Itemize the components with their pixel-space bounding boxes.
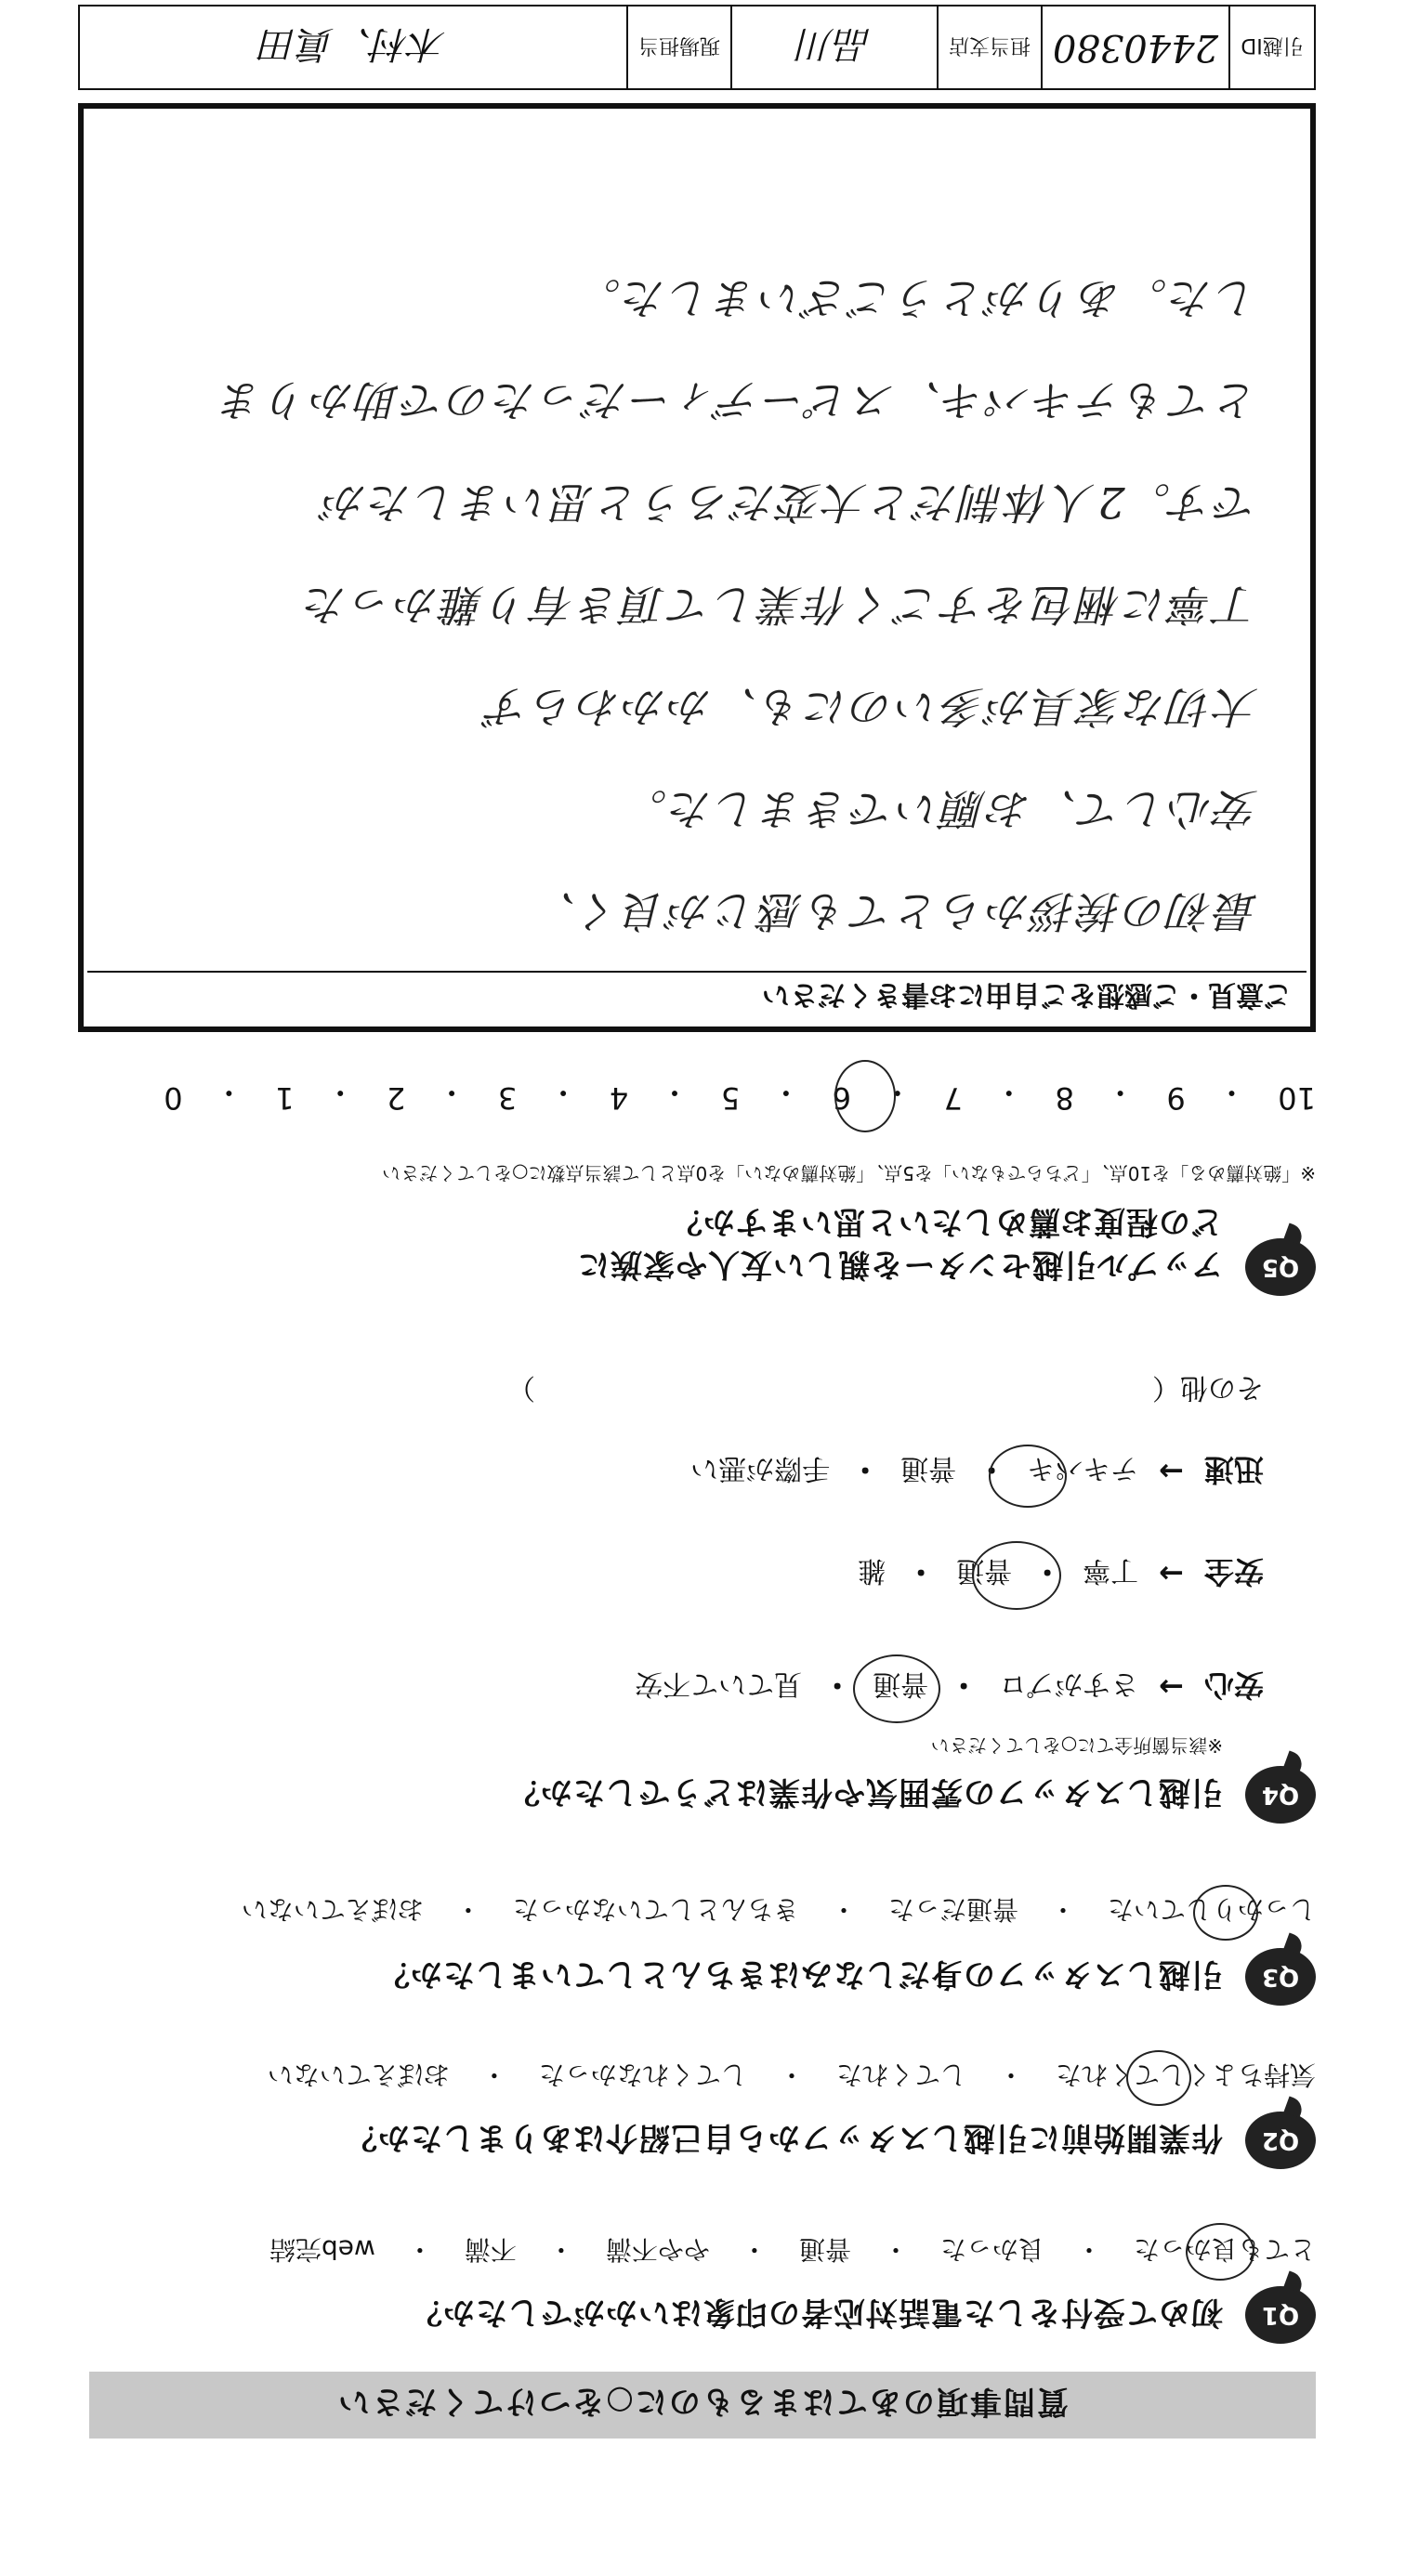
q2-option[interactable]: 気持ちよくしてくれた (1055, 2059, 1316, 2090)
scale-6[interactable]: 6 (832, 1080, 852, 1116)
q4-badge: Q4 (1245, 1766, 1316, 1824)
q4-option[interactable]: 見ていて不安 (635, 1667, 803, 1700)
q4-row-anshin: 安心 → さすがプロ ・ 普通 ・ 見ていて不安 (635, 1666, 1264, 1708)
q2-options: 気持ちよくしてくれた ・ してくれた ・ してくれなかった ・ おぼえていない (268, 2058, 1316, 2095)
q3-selection-mark (1193, 1885, 1258, 1941)
q4-option[interactable]: 雑 (858, 1554, 886, 1587)
other-close: ） (507, 1371, 535, 1404)
comment-line: 丁寧に梱包をすごく作業して頂き有り難かった (302, 580, 1258, 630)
other-label: その他（ (1152, 1371, 1264, 1404)
arrow-icon: → (1159, 1454, 1184, 1489)
scale-1[interactable]: 1 (275, 1080, 295, 1116)
scale-0[interactable]: 0 (164, 1080, 183, 1116)
q1-option[interactable]: 良かった (939, 2234, 1044, 2265)
comment-line: 大切な家具が多いのにも、かかわらず (484, 682, 1258, 732)
scale-9[interactable]: 9 (1166, 1080, 1186, 1116)
q4-option[interactable]: 丁寧 (1083, 1554, 1139, 1587)
q2-selection-mark (1126, 2050, 1191, 2106)
staff-label: 現場担当 (626, 7, 730, 88)
q4-text: 引越しスタッフの雰囲気や作業はどうでしたか？ (507, 1773, 1223, 1811)
q2-option[interactable]: してくれた (835, 2059, 966, 2090)
scale-7[interactable]: 7 (943, 1080, 963, 1116)
comment-line: とてもテキパキ、スピーディーだったので助かりま (217, 375, 1258, 425)
q3-badge: Q3 (1245, 1948, 1316, 2006)
q4-option[interactable]: 普通 (873, 1667, 929, 1700)
footer-table (78, 5, 1316, 90)
q2-option[interactable]: おぼえていない (267, 2059, 450, 2090)
q1-selection-mark (1186, 2223, 1254, 2281)
q4-row-anzen: 安全 → 丁寧 ・ 普通 ・ 雑 (858, 1552, 1264, 1595)
id-value: 2440380 (1041, 7, 1228, 88)
scale-8[interactable]: 8 (1055, 1080, 1074, 1116)
scale-4[interactable]: 4 (609, 1080, 629, 1116)
q4-anshin-mark (853, 1654, 940, 1723)
q4-option[interactable]: 手際が悪い (690, 1452, 831, 1484)
q4-option[interactable]: さすがプロ (999, 1667, 1139, 1700)
q3-text: 引越しスタッフの身だしなみはきちんとしていましたか？ (377, 1955, 1223, 1993)
comment-line: 安心して、お願いできました。 (621, 784, 1258, 834)
q5-selection-mark (834, 1060, 896, 1132)
q4-option[interactable]: 普通 (900, 1452, 957, 1484)
arrow-icon: → (1159, 1669, 1184, 1705)
row-label: 安心 (1203, 1667, 1264, 1703)
q5-text-1: アップル引越センターを親しい友人や家族に (577, 1246, 1223, 1283)
scale-10[interactable]: 10 (1278, 1080, 1316, 1116)
row-label: 迅速 (1203, 1452, 1264, 1487)
q3-option[interactable]: きちんとしていなかった (512, 1894, 799, 1925)
q1-option[interactable]: とても良かった (1133, 2234, 1316, 2265)
arrow-icon: → (1159, 1556, 1184, 1591)
q3-option[interactable]: しっかりしていた (1107, 1894, 1316, 1925)
comment-line: です。2人体制だと大変だろうと思いましたが (321, 477, 1258, 528)
q4-row-jinsoku: 迅速 → テキパキ ・ 普通 ・ 手際が悪い (690, 1450, 1264, 1493)
q1-text: 初めて受付をした電話対応者の印象はいかがでしたか？ (410, 2294, 1223, 2331)
q5-scale: 10 ・ 9 ・ 8 ・ 7 ・ 6 ・ 5 ・ 4 ・ 3 ・ 2 ・ 1 ・ 0 (164, 1075, 1316, 1116)
staff-value: 木村、眞田 (260, 22, 446, 66)
q4-note: ※該当箇所全てに○をしてください (930, 1734, 1223, 1757)
comment-line: した。ありがとうございました。 (575, 273, 1258, 323)
q4-jinsoku-mark (989, 1445, 1067, 1508)
q5-badge: Q5 (1245, 1238, 1316, 1296)
q1-badge: Q1 (1245, 2286, 1316, 2344)
q1-option[interactable]: web完結 (269, 2234, 375, 2265)
instructions-banner: 質問事項のあてはまるものに○をつけてください (89, 2372, 1316, 2439)
q1-option[interactable]: 普通 (798, 2234, 851, 2265)
id-label: 引越ID (1228, 7, 1314, 88)
q4-other (507, 1370, 1264, 1411)
q5-text-2: どの程度お薦めしたいと思いますか？ (670, 1203, 1223, 1240)
q1-options: とても良かった ・ 良かった ・ 普通 ・ やや不満 ・ 不満 ・ web完結 (269, 2232, 1316, 2269)
scale-5[interactable]: 5 (720, 1080, 741, 1116)
q4-option[interactable]: 普通 (956, 1554, 1013, 1587)
scale-3[interactable]: 3 (497, 1080, 518, 1116)
q1-option[interactable]: やや不満 (605, 2234, 710, 2265)
comment-box[interactable] (78, 103, 1316, 1032)
q2-text: 作業開始前に引越しスタッフから自己紹介はありましたか？ (345, 2119, 1223, 2156)
branch-label: 担当支店 (937, 7, 1041, 88)
q4-option[interactable]: テキパキ (1027, 1452, 1139, 1484)
q3-option[interactable]: おぼえていない (241, 1894, 424, 1925)
comment-title: ご意見・ご感想をご自由にお書きください (87, 971, 1307, 1023)
q4-anzen-mark (972, 1541, 1061, 1610)
q2-option[interactable]: してくれなかった (538, 2059, 747, 2090)
q5-note: ※「絶対薦める」を10点、「どちらでもない」を5点、「絶対薦めない」を0点として該当点数に○をしてください (382, 1162, 1316, 1184)
q1-option[interactable]: 不満 (464, 2234, 517, 2265)
q2-badge: Q2 (1245, 2112, 1316, 2169)
scale-2[interactable]: 2 (387, 1080, 406, 1116)
branch-value: 品川 (730, 7, 937, 88)
q3-options: しっかりしていた ・ 普通だった ・ きちんとしていなかった ・ おぼえていない (242, 1892, 1316, 1929)
comment-line: 最初の挨拶からとても感じが良く、 (530, 886, 1258, 936)
row-label: 安全 (1203, 1554, 1264, 1589)
q3-option[interactable]: 普通だった (887, 1894, 1018, 1925)
